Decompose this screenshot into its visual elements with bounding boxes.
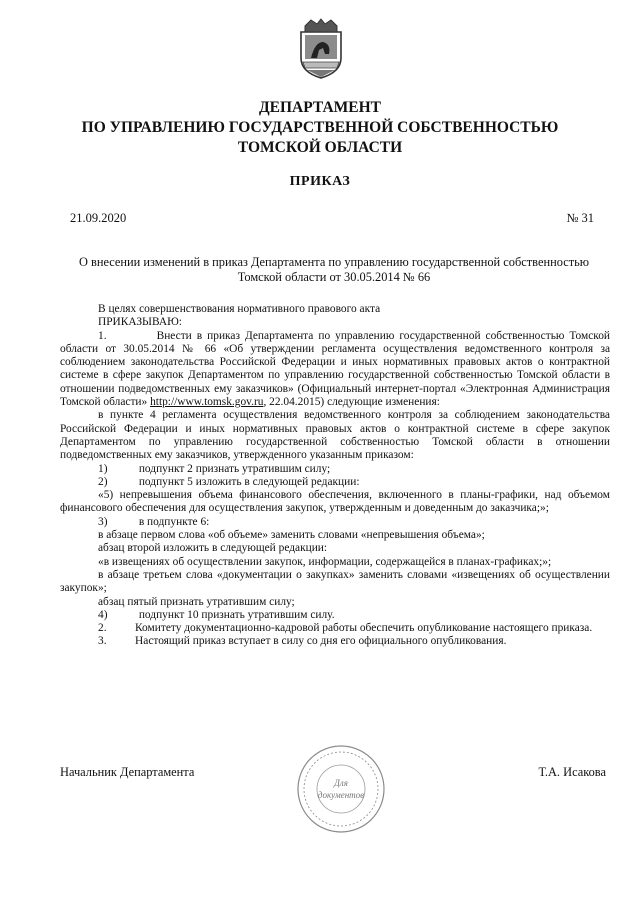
coat-of-arms-icon (297, 18, 345, 80)
subject-line1: О внесении изменений в приказ Департамента по управлению государственной собственностью (78, 255, 590, 269)
svg-text:документов: документов (317, 790, 365, 800)
paragraph-abz1: в абзаце первом слова «об объеме» заменить словами «непревышения объема»; (98, 529, 485, 542)
department-title-line3: ТОМСКОЙ ОБЛАСТИ (237, 139, 403, 156)
order-directive: ПРИКАЗЫВАЮ: (98, 316, 182, 329)
subitem-3 (60, 516, 610, 529)
paragraph-1-text: Внести в приказ Департамента по управлению государственной собственностью Томской области от 30.05.2014 № 66 «Об утверждении регламента осуществления ведомственного контроля за соблюдением законодательства Российской Федерации и иных нормативных правовых актов о контрактной системе в сфере закупок Департаментом по управлению государственной собственностью Томской области в отношении подведомственных ему заказчиков» (Официальный интернет-портал «Электронная Администрация Томской области» (60, 329, 610, 409)
paragraph-abz3: в абзаце третьем слова «документации о закупках» заменить словами «извещениях об осуществлении закупок»; (60, 568, 610, 595)
subitem-4-text: подпункт 10 признать утратившим силу. (138, 608, 335, 621)
paragraph-3-text: Настоящий приказ вступает в силу со дня его официального опубликования. (135, 635, 507, 648)
paragraph-2-number: 2. (98, 622, 107, 635)
order-title: ПРИКАЗ (289, 174, 351, 189)
subitem-1-number: 1) (98, 462, 108, 475)
subitem-2-number: 2) (98, 475, 108, 488)
svg-text:Для: Для (334, 778, 348, 788)
paragraph-abz2: абзац второй изложить в следующей редакции: (98, 542, 328, 555)
item-4-paragraph: в пункте 4 регламента осуществления ведомственного контроля за соблюдением законодательства Российской Федерации и иных нормативных правовых актов о контрактной системе в сфере закупок Департаментом по управлению государственной собственностью Томской области в отношении подведомственных ему заказчиков, утвержденного указанным приказом: (60, 409, 610, 462)
paragraph-3 (60, 635, 610, 648)
signatory-position: Начальник Департамента (60, 765, 195, 779)
subitem-2 (60, 476, 610, 489)
signatory-name: Т.А. Исакова (538, 765, 606, 779)
order-date: 21.09.2020 (70, 211, 127, 225)
order-body (60, 303, 610, 649)
department-title-line1: ДЕПАРТАМЕНТ (258, 99, 382, 116)
subitem-4 (60, 609, 610, 622)
subitem-1-text: подпункт 2 признать утратившим силу; (138, 462, 331, 475)
subitem-1 (60, 463, 610, 476)
tomsk-portal-link[interactable]: http://www.tomsk.gov.ru (150, 396, 264, 409)
paragraph-1 (60, 330, 610, 410)
subject-line2: Томской области от 30.05.2014 № 66 (237, 270, 431, 284)
quote-subitem-5: «5) непревышения объема финансового обеспечения, включенного в планы-графики, над объемом финансового обеспечения для осуществления закупок, утвержденным и доведенным до заказчика;»; (60, 489, 610, 515)
paragraph-abz2-quote: «в извещениях об осуществлении закупок, информации, содержащейся в планах-графиках;»; (98, 555, 552, 568)
department-title-line2: ПО УПРАВЛЕНИЮ ГОСУДАРСТВЕННОЙ СОБСТВЕННОСТЬЮ (81, 119, 559, 136)
subitem-3-number: 3) (98, 515, 108, 528)
paragraph-2-text: Комитету документационно-кадровой работы обеспечить опубликование настоящего приказа. (135, 622, 593, 635)
intro-line: В целях совершенствования нормативного правового акта (98, 303, 381, 315)
paragraph-3-number: 3. (98, 635, 107, 648)
paragraph-2 (60, 622, 610, 635)
paragraph-1-number: 1. (98, 329, 107, 342)
order-number: № 31 (566, 211, 594, 225)
paragraph-1-text-end: , 22.04.2015) следующие изменения: (263, 396, 440, 409)
subitem-4-number: 4) (98, 608, 108, 621)
subitem-2-text: подпункт 5 изложить в следующей редакции: (138, 475, 360, 488)
paragraph-abz5: абзац пятый признать утратившим силу; (98, 595, 295, 608)
round-stamp-icon (295, 743, 387, 835)
subitem-3-text: в подпункте 6: (138, 515, 210, 528)
